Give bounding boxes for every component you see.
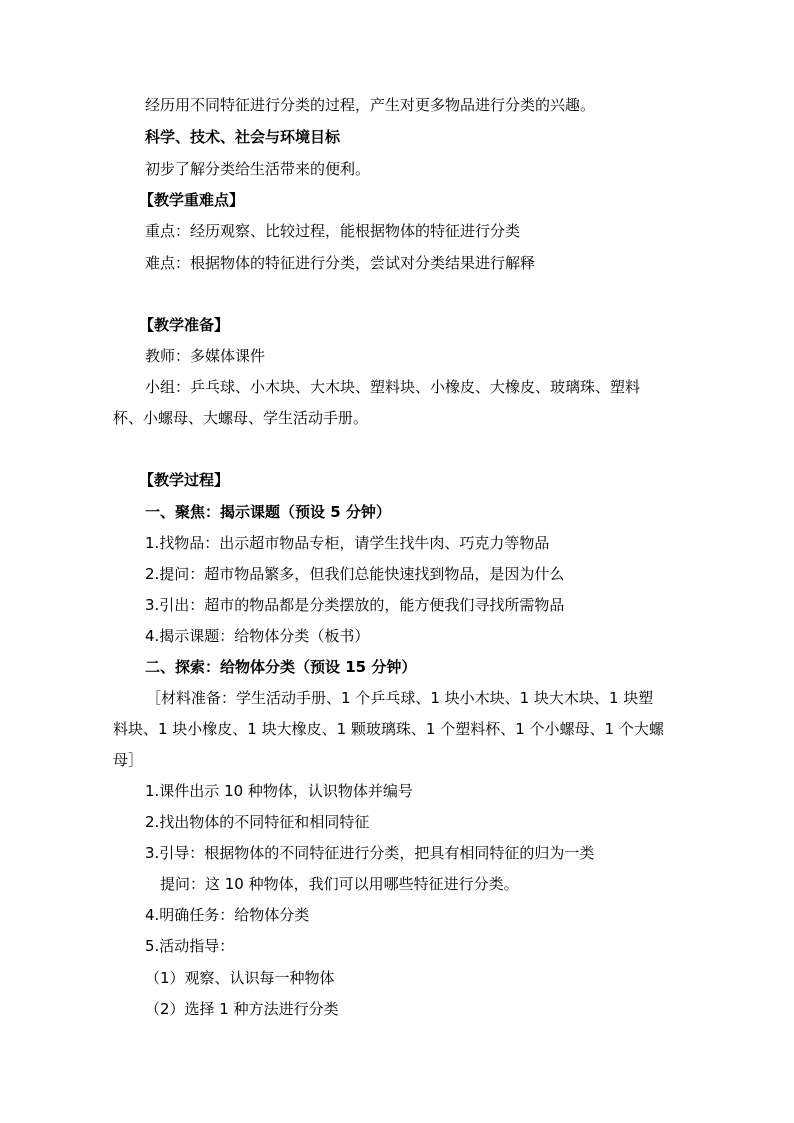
s1-item-4: 4.揭示课题：给物体分类（板书）	[145, 627, 370, 645]
s1-item-2: 2.提问：超市物品繁多，但我们总能快速找到物品，是因为什么	[145, 565, 565, 583]
prep-teacher: 教师：多媒体课件	[145, 347, 266, 365]
key-point: 重点：经历观察、比较过程，能根据物体的特征进行分类	[145, 222, 521, 240]
s2-sub-1: （1）观察、认识每一种物体	[145, 969, 335, 987]
s2-item-3-question: 提问：这 10 种物体，我们可以用哪些特征进行分类。	[160, 875, 519, 893]
prep-heading: 【教学准备】	[139, 316, 230, 334]
materials-line-3: 母］	[113, 751, 144, 769]
process-heading: 【教学过程】	[139, 471, 230, 489]
materials-line-2: 料块、1 块小橡皮、1 块大橡皮、1 颗玻璃珠、1 个塑料杯、1 个小螺母、1 个大螺	[113, 720, 664, 738]
s2-item-4: 4.明确任务：给物体分类	[145, 906, 310, 924]
prep-group-line-1: 小组：乒乓球、小木块、大木块、塑料块、小橡皮、大橡皮、玻璃珠、塑料	[145, 378, 641, 396]
sci-heading: 科学、技术、社会与环境目标	[145, 128, 341, 146]
difficulty-heading: 【教学重难点】	[139, 191, 245, 209]
s2-item-1: 1.课件出示 10 种物体，认识物体并编号	[145, 782, 413, 800]
section1-heading: 一、聚焦：揭示课题（预设 5 分钟）	[145, 503, 391, 521]
materials-line-1: ［材料准备：学生活动手册、1 个乒乓球、1 块小木块、1 块大木块、1 块塑	[146, 689, 654, 707]
s2-item-3: 3.引导：根据物体的不同特征进行分类，把具有相同特征的归为一类	[145, 844, 595, 862]
s2-item-5: 5.活动指导：	[145, 937, 235, 955]
hard-point: 难点：根据物体的特征进行分类，尝试对分类结果进行解释	[145, 254, 536, 272]
section2-heading: 二、探索：给物体分类（预设 15 分钟）	[145, 658, 417, 676]
prep-group-line-2: 杯、小螺母、大螺母、学生活动手册。	[113, 409, 369, 427]
goal-line: 经历用不同特征进行分类的过程，产生对更多物品进行分类的兴趣。	[145, 96, 596, 114]
s2-item-2: 2.找出物体的不同特征和相同特征	[145, 813, 370, 831]
s1-item-1: 1.找物品：出示超市物品专柜，请学生找牛肉、巧克力等物品	[145, 534, 550, 552]
s2-sub-2: （2）选择 1 种方法进行分类	[145, 1000, 339, 1018]
sci-line: 初步了解分类给生活带来的便利。	[145, 160, 371, 178]
s1-item-3: 3.引出：超市的物品都是分类摆放的，能方便我们寻找所需物品	[145, 596, 565, 614]
